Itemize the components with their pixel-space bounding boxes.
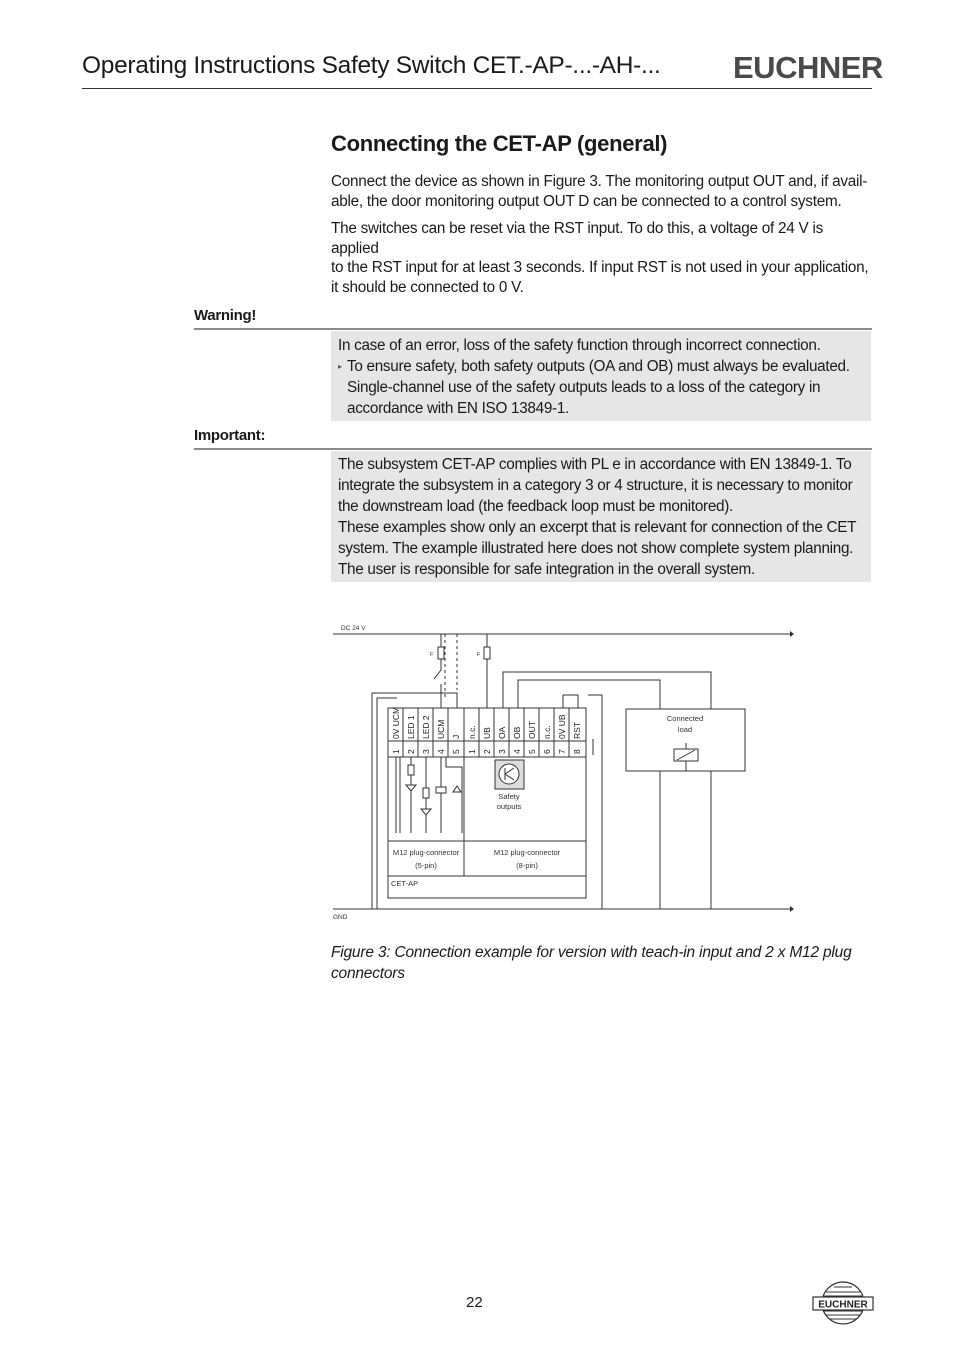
pin-name: n.c. xyxy=(467,725,477,739)
safety-outputs-label: outputs xyxy=(496,802,522,811)
pin-name: J xyxy=(451,734,461,739)
warning-bullet: ▸ To ensure safety, both safety outputs (OA and OB) must always be evaluated. xyxy=(338,358,850,375)
pin-number: 1 xyxy=(467,749,477,754)
load-label: Connected xyxy=(666,714,704,723)
footer-logo xyxy=(812,1278,874,1328)
connector-8-label: (8-pin) xyxy=(516,861,538,870)
pin-number: 1 xyxy=(391,749,401,754)
figure-caption xyxy=(331,943,871,984)
pin-number: 2 xyxy=(482,749,492,754)
important-line: system. The example illustrated here does not show complete system planning. xyxy=(338,540,854,557)
bullet-arrow-icon: ▸ xyxy=(338,362,342,371)
pin-number: 3 xyxy=(497,749,507,754)
pin-name: OA xyxy=(497,726,507,739)
pin-name: OB xyxy=(512,726,522,739)
warning-line: Single-channel use of the safety outputs leads to a loss of the category in xyxy=(347,379,821,396)
pin-name: 0V UCM xyxy=(391,706,401,739)
pin-name: n.c. xyxy=(542,725,552,739)
pin-number: 8 xyxy=(572,749,582,754)
document-title: Operating Instructions Safety Switch CET.-AP-...-AH-... xyxy=(82,52,661,79)
page-number: 22 xyxy=(466,1294,483,1311)
paragraph-line: to the RST input for at least 3 seconds. If input RST is not used in your application, xyxy=(331,259,869,276)
caption-line: Figure 3: Connection example for version with teach-in input and 2 x M12 plug xyxy=(331,944,852,961)
paragraph-line: it should be connected to 0 V. xyxy=(331,278,524,296)
important-line: The subsystem CET-AP complies with PL e in accordance with EN 13849-1. To xyxy=(338,456,852,473)
pin-number: 7 xyxy=(557,749,567,754)
warning-line: In case of an error, loss of the safety function through incorrect connection. xyxy=(338,337,821,354)
important-line: the downstream load (the feedback loop must be monitored). xyxy=(338,498,733,515)
pin-name: RST xyxy=(572,722,582,739)
fuse1-label: F xyxy=(430,652,434,658)
pin-name: LED 2 xyxy=(421,715,431,739)
important-line: These examples show only an excerpt that is relevant for connection of the CET xyxy=(338,519,857,536)
load-label: load xyxy=(677,725,693,734)
warning-line: accordance with EN ISO 13849-1. xyxy=(347,400,569,417)
important-line: The user is responsible for safe integration in the overall system. xyxy=(338,561,755,578)
safety-outputs-label: Safety xyxy=(498,792,520,801)
pin-name: UB xyxy=(482,727,492,739)
paragraph-line: The switches can be reset via the RST input. To do this, a voltage of 24 V is applied xyxy=(331,220,824,257)
pin-number: 5 xyxy=(451,749,461,754)
pin-number: 6 xyxy=(542,749,552,754)
pin-name: 0V UB xyxy=(557,714,567,739)
pin-number: 5 xyxy=(527,749,537,754)
connector-5-label: M12 plug-connector xyxy=(392,848,460,857)
pin-number: 4 xyxy=(436,749,446,754)
important-label: Important: xyxy=(194,427,266,444)
pin-number: 4 xyxy=(512,749,522,754)
gnd-label: GND xyxy=(333,914,348,921)
pin-name: OUT xyxy=(527,721,537,739)
paragraph-line: able, the door monitoring output OUT D can be connected to a control system. xyxy=(331,192,842,210)
pin-number: 3 xyxy=(421,749,431,754)
brand-logo: EUCHNER xyxy=(733,50,883,85)
footer-logo-text: EUCHNER xyxy=(818,1299,868,1311)
dc-label: DC 24 V xyxy=(341,625,366,632)
pin-name: UCM xyxy=(436,719,446,739)
paragraph-line: Connect the device as shown in Figure 3. The monitoring output OUT and, if avail- xyxy=(331,173,868,190)
section-heading: Connecting the CET-AP (general) xyxy=(331,131,668,156)
pin-number: 2 xyxy=(406,749,416,754)
connector-5-label: (5-pin) xyxy=(415,861,437,870)
device-label: CET-AP xyxy=(391,879,419,888)
connector-8-label: M12 plug-connector xyxy=(493,848,561,857)
caption-line: connectors xyxy=(331,964,405,982)
warning-label: Warning! xyxy=(194,307,257,324)
important-line: integrate the subsystem in a category 3 or 4 structure, it is necessary to monitor xyxy=(338,477,853,494)
pin-name: LED 1 xyxy=(406,715,416,739)
fuse2-label: F xyxy=(477,652,481,658)
